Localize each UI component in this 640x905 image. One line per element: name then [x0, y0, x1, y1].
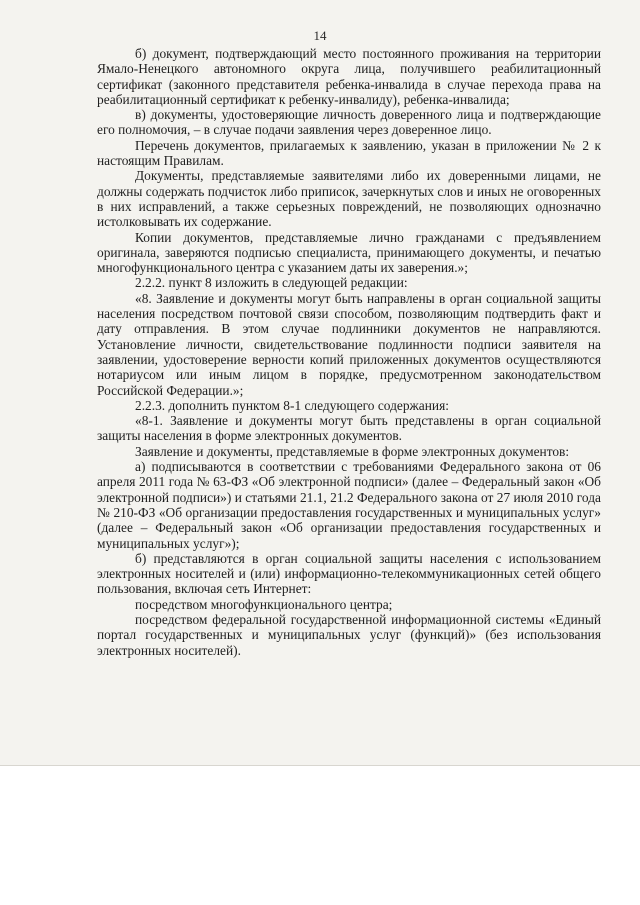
paragraph: Перечень документов, прилагаемых к заявлению, указан в приложении № 2 к настоящим Правилам. — [97, 137, 601, 169]
blank-area — [0, 766, 640, 905]
paragraph: а) подписываются в соответствии с требованиями Федерального закона от 06 апреля 2011 года № 63-ФЗ «Об электронной подписи» (далее – Федеральный закон «Об электронной подписи») и статьями 21.1, 21.2 Федерального закона от 27 июля 2010 года № 210-ФЗ «Об организации предоставления государственных и муниципальных услуг» (далее – Федеральный закон «Об организации предоставления государственных и муниципальных услуг»); — [97, 459, 601, 551]
paragraph: Копии документов, представляемые лично гражданами с предъявлением оригинала, заверяются подписью специалиста, принимающего документы, и печатью многофункционального центра с указанием даты их заверения.»; — [97, 229, 601, 276]
paragraph: «8-1. Заявление и документы могут быть представлены в орган социальной защиты населения в форме электронных документов. — [97, 413, 601, 444]
paragraph: посредством многофункционального центра; — [135, 596, 393, 612]
paragraph: б) представляются в орган социальной защиты населения с использованием электронных носителей и (или) информационно-телекоммуникационных сетей общего пользования, включая сеть Интернет: — [97, 550, 601, 597]
paragraph: Документы, представляемые заявителями либо их доверенными лицами, не должны содержать подчисток либо приписок, зачеркнутых слов и иных не оговоренных в них исправлений, а также серьезных повреждений, не позволяющих однозначно истолковывать их содержание. — [97, 168, 601, 230]
document-body — [97, 46, 601, 658]
page-number: 14 — [313, 28, 327, 43]
paragraph: 2.2.2. пункт 8 изложить в следующей редакции: — [135, 275, 408, 291]
paragraph: в) документы, удостоверяющие личность доверенного лица и подтверждающие его полномочия, – в случае подачи заявления через доверенное лицо. — [97, 107, 601, 138]
paragraph: Заявление и документы, представляемые в форме электронных документов: — [135, 443, 570, 459]
paragraph: б) документ, подтверждающий место постоянного проживания на территории Ямало-Ненецкого автономного округа лица, получившего реабилитационный сертификат (законного представителя ребенка-инвалида в случае перехода права на реабилитационный сертификат к ребенку-инвалиду), ребенка-инвалида; — [97, 46, 601, 107]
paragraph: 2.2.3. дополнить пунктом 8-1 следующего содержания: — [135, 397, 449, 413]
paragraph: посредством федеральной государственной информационной системы «Единый портал государственных и муниципальных услуг (функций)» (без использования электронных носителей). — [97, 611, 601, 658]
paragraph: «8. Заявление и документы могут быть направлены в орган социальной защиты населения посредством почтовой связи способом, позволяющим подтвердить факт и дату отправления. В этом случае подлинники документов не направляются. Установление личности, свидетельствование подлинности подписи заявителя на заявлении, удостоверение верности копий приложенных документов осуществляются нотариусом или иным лицом в порядке, предусмотренном законодательством Российской Федерации.»; — [97, 290, 601, 398]
